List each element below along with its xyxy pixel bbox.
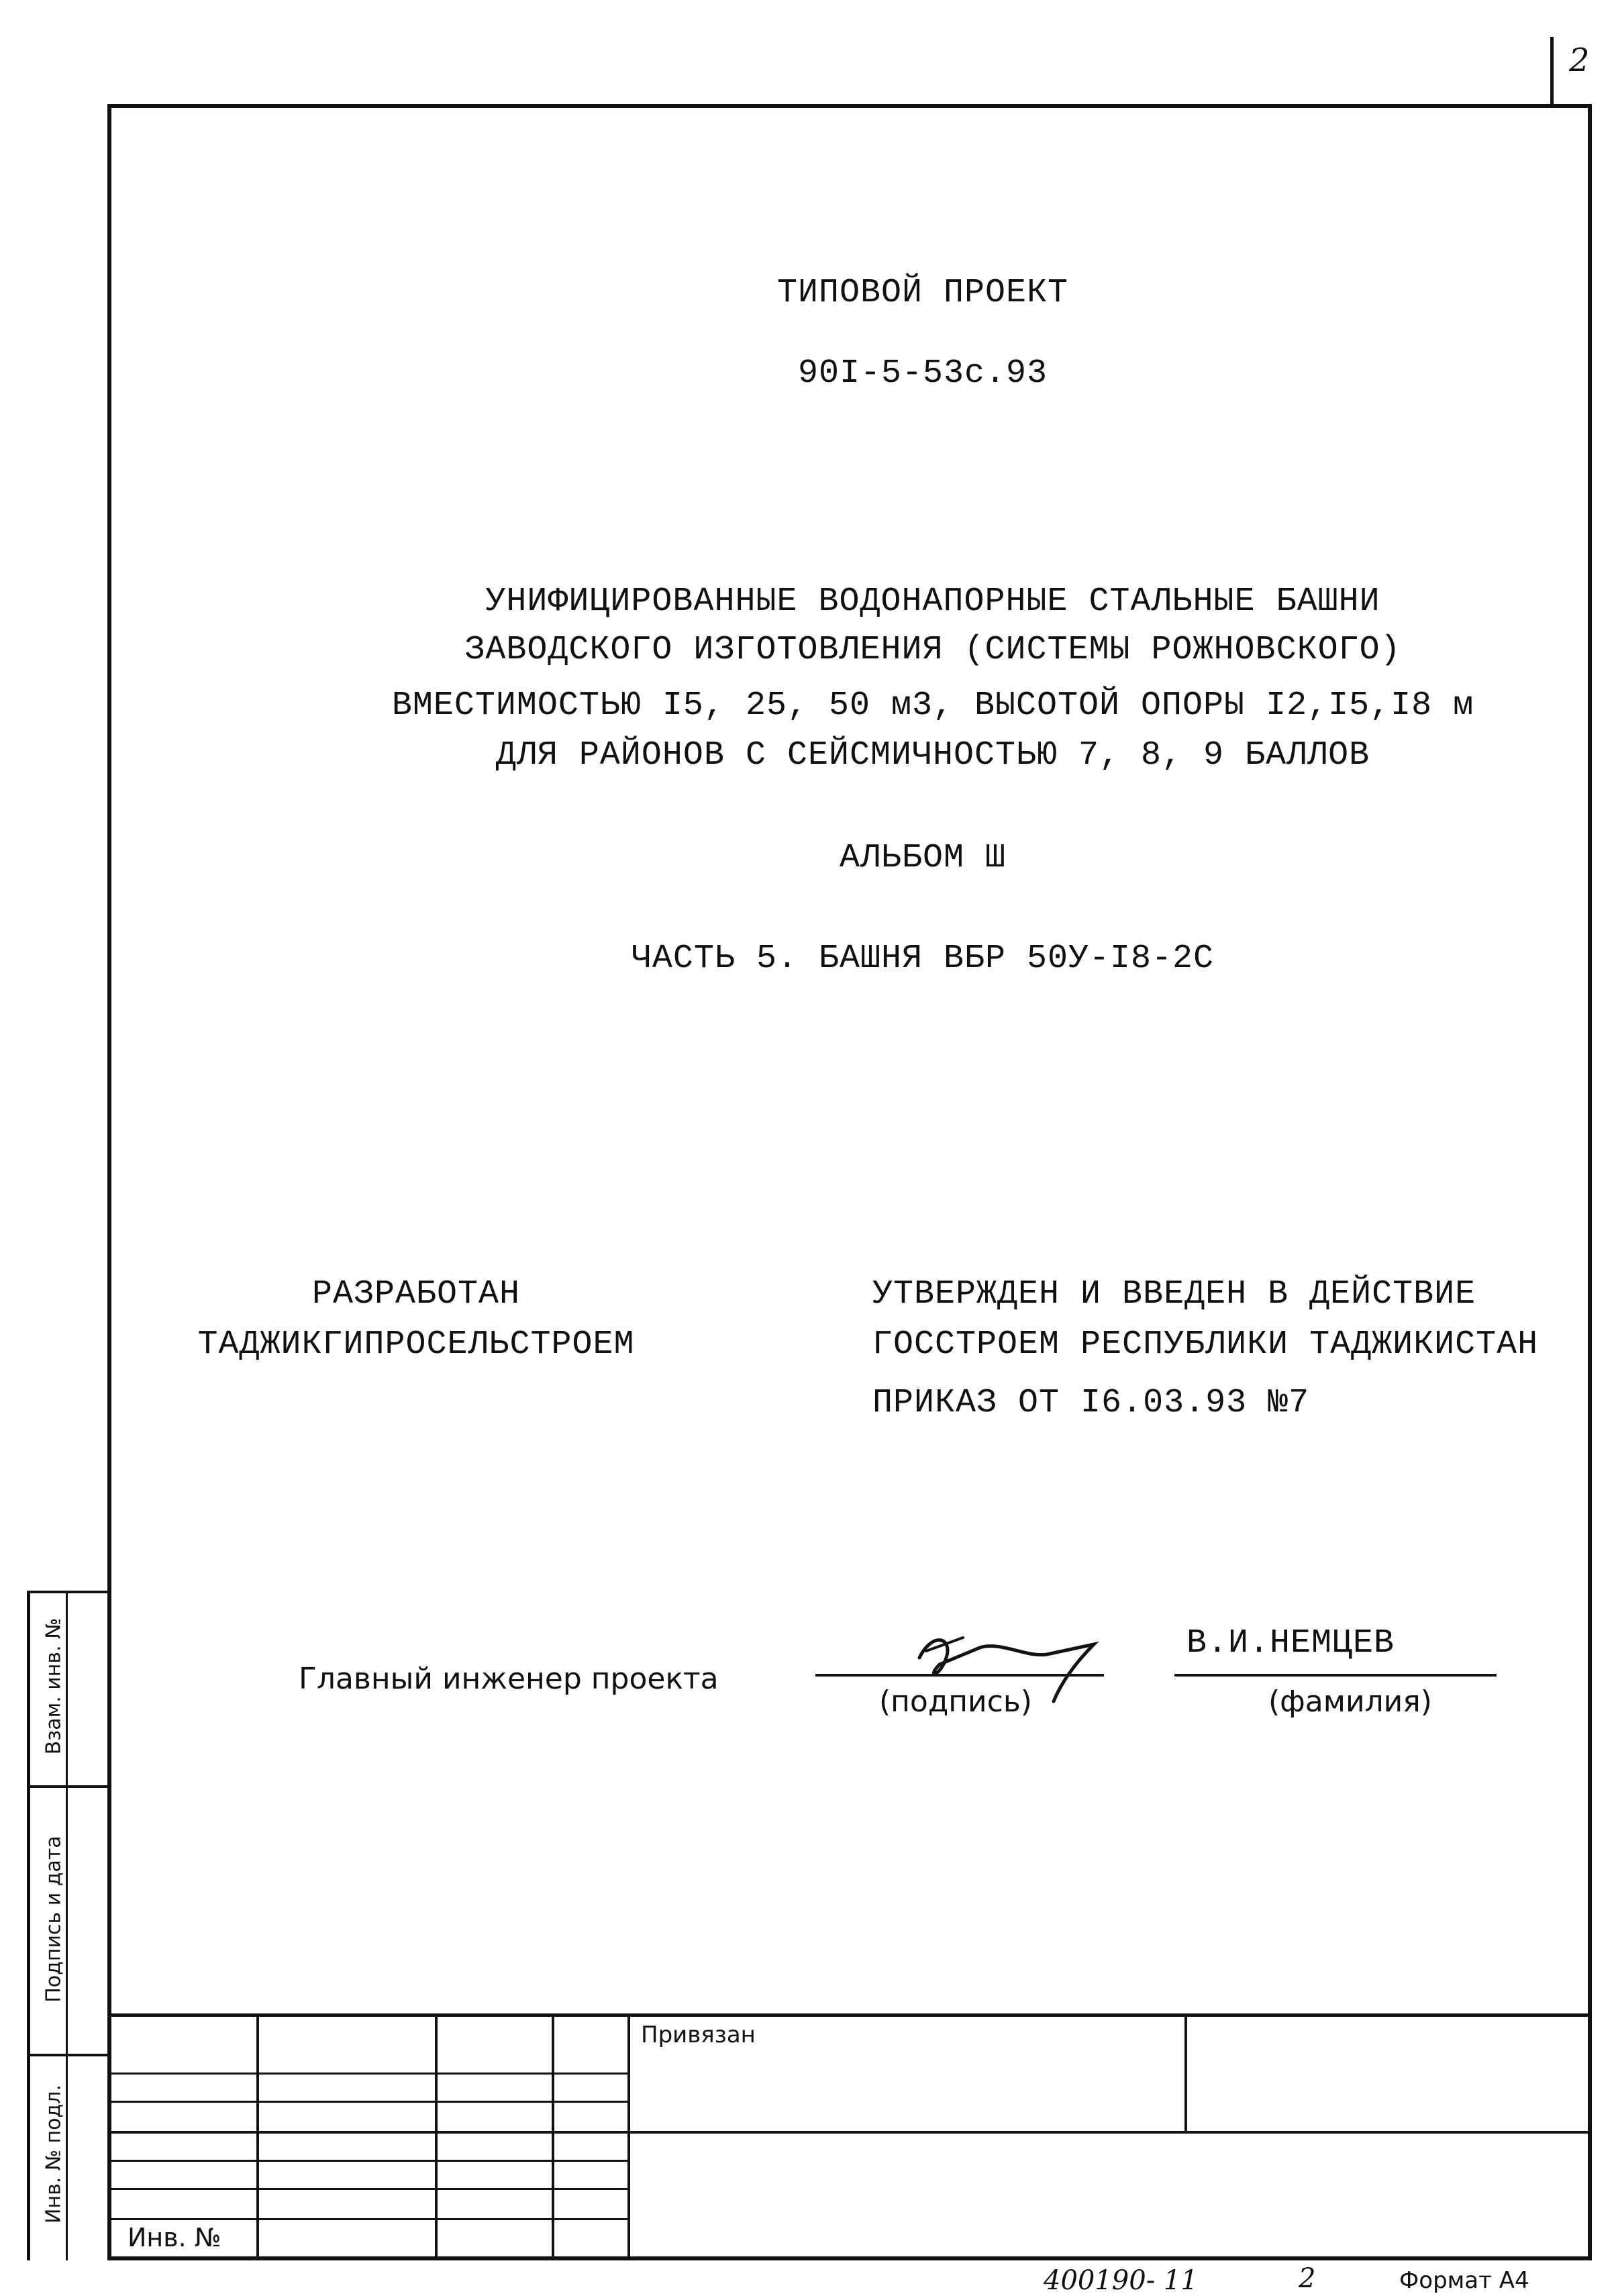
frame-left-border — [107, 104, 111, 2260]
developed-label: РАЗРАБОТАН — [311, 1275, 521, 1313]
title-block-col-5 — [1184, 2013, 1187, 2133]
signature-caption: (подпись) — [879, 1685, 1032, 1719]
chief-engineer-label: Главный инженер проекта — [299, 1662, 719, 1696]
album-number: АЛЬБОМ Ш — [839, 839, 1007, 877]
frame-right-border — [1588, 104, 1592, 2260]
description-line-3: ВМЕСТИМОСТЬЮ I5, 25, 50 м3, ВЫСОТОЙ ОПОРЫ I2,I5,I8 м — [391, 687, 1474, 725]
inventory-number-label: Инв. № — [128, 2223, 221, 2252]
part-title: ЧАСТЬ 5. БАШНЯ ВБР 50У-I8-2С — [631, 940, 1215, 978]
page-number-divider — [1550, 37, 1554, 106]
side-label-podpis-data: Подпись и дата — [42, 1836, 66, 2003]
title-block-col-4 — [627, 2013, 630, 2258]
title-block-row-6 — [107, 2218, 629, 2220]
title-block-col-3 — [552, 2013, 554, 2258]
approved-line-3: ПРИКАЗ ОТ I6.03.93 №7 — [872, 1384, 1310, 1422]
approved-line-1: УТВЕРЖДЕН И ВВЕДЕН В ДЕЙСТВИЕ — [872, 1275, 1476, 1313]
name-caption: (фамилия) — [1268, 1685, 1432, 1719]
side-stamp-top-line — [27, 1591, 111, 1593]
side-label-inv-podl: Инв. № подл. — [42, 2085, 66, 2224]
description-line-4: ДЛЯ РАЙОНОВ С СЕЙСМИЧНОСТЬЮ 7, 8, 9 БАЛЛОВ — [495, 736, 1370, 775]
frame-bottom-border — [107, 2256, 1592, 2260]
title-block-col-2 — [435, 2013, 438, 2258]
developed-organization: ТАДЖИКГИПРОСЕЛЬСТРОЕМ — [197, 1326, 635, 1364]
title-block-row-2 — [107, 2101, 629, 2103]
side-stamp-separator-2 — [27, 2054, 111, 2056]
description-line-2: ЗАВОДСКОГО ИЗГОТОВЛЕНИЯ (СИСТЕМЫ РОЖНОВСКОГО) — [464, 631, 1401, 669]
name-line — [1174, 1674, 1497, 1677]
project-type-title: ТИПОВОЙ ПРОЕКТ — [776, 274, 1069, 312]
title-block-row-3 — [107, 2131, 1592, 2134]
format-label: Формат А4 — [1399, 2267, 1529, 2294]
approved-line-2: ГОССТРОЕМ РЕСПУБЛИКИ ТАДЖИКИСТАН — [872, 1326, 1539, 1364]
handwritten-sheet-number: 2 — [1299, 2263, 1316, 2294]
project-code: 90I-5-53с.93 — [797, 354, 1048, 393]
description-line-1: УНИФИЦИРОВАННЫЕ ВОДОНАПОРНЫЕ СТАЛЬНЫЕ БАШНИ — [485, 583, 1380, 621]
title-block-row-1 — [107, 2073, 629, 2075]
page-number: 2 — [1569, 42, 1590, 79]
side-stamp-inner-line — [66, 1591, 68, 2260]
title-block-row-4 — [107, 2160, 629, 2162]
handwritten-code: 400190- 11 — [1044, 2265, 1198, 2296]
side-stamp-separator-1 — [27, 1785, 111, 1788]
title-block-row-5 — [107, 2188, 629, 2190]
engineer-name: В.И.НЕМЦЕВ — [1186, 1624, 1395, 1662]
title-block-col-1 — [256, 2013, 259, 2258]
frame-top-border — [107, 104, 1592, 108]
side-stamp-left-line — [27, 1591, 30, 2260]
title-block-top-line — [107, 2013, 1592, 2017]
side-label-vzam-inv: Взам. инв. № — [42, 1617, 66, 1755]
privyazan-label: Привязан — [641, 2022, 756, 2048]
